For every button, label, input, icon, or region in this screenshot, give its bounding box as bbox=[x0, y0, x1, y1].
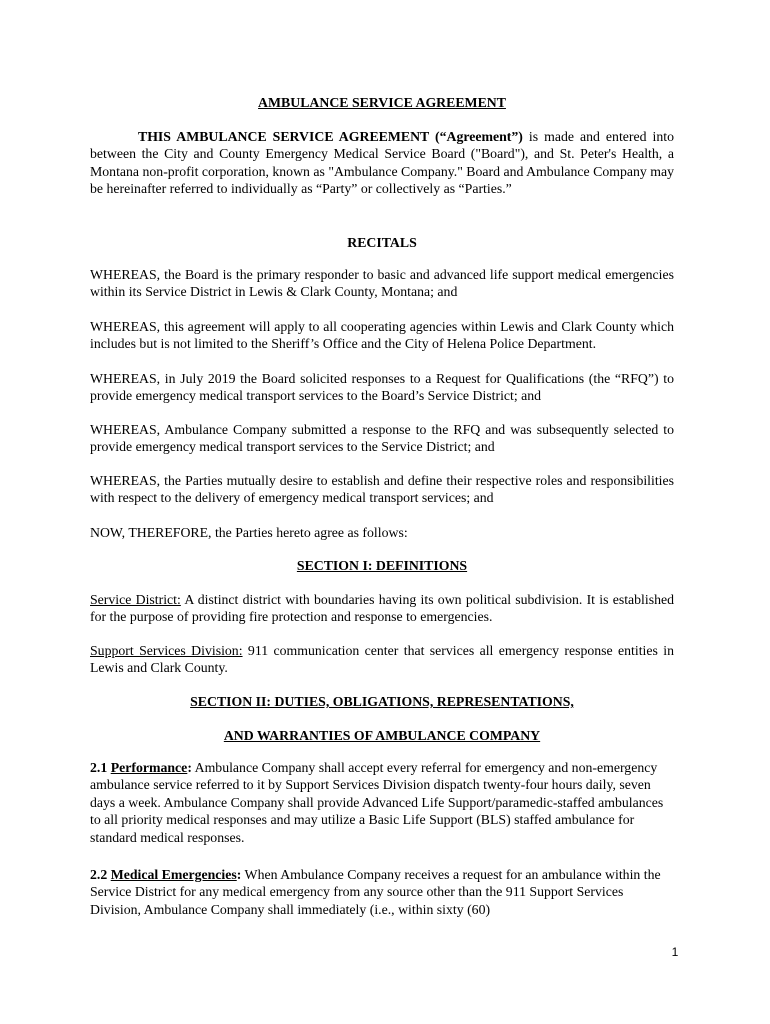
section1-heading: SECTION I: DEFINITIONS bbox=[296, 558, 468, 573]
definition-text: 911 communication center that services all emergency response entities in Lewis and Clark County. bbox=[90, 643, 674, 676]
intro-text: is made and entered into between the City and County Emergency Medical Service Board ("Board"), and St. Peter's Health, a Montana non-profit corporation, known as "Ambulance Company." Board and Ambulance Company may be hereinafter referred to individually as “Party” or collectively as “Parties.” bbox=[90, 129, 674, 197]
recital-text: WHEREAS, in July 2019 the Board solicited responses to a Request for Qualifications (the “RFQ”) to provide emergency medical transport services to the Board’s Service District; and bbox=[90, 371, 674, 404]
recital-1 bbox=[90, 266, 674, 301]
now-therefore-text: NOW, THEREFORE, the Parties hereto agree as follows: bbox=[90, 525, 408, 540]
recital-text: WHEREAS, Ambulance Company submitted a response to the RFQ and was subsequently selected to provide emergency medical transport services to the Service District; and bbox=[90, 422, 674, 455]
intro-bold-text: THIS AMBULANCE SERVICE AGREEMENT (“Agreement”) bbox=[138, 129, 523, 144]
definition-term: Service District: bbox=[90, 592, 181, 607]
definition-text: A distinct district with boundaries having its own political subdivision. It is established for the purpose of providing fire protection and response to emergencies. bbox=[90, 592, 675, 625]
clause-term: Medical Emergencies bbox=[110, 867, 237, 882]
clause-2-1 bbox=[90, 759, 674, 846]
clause-number: 2.1 bbox=[90, 760, 111, 775]
definition-service-district bbox=[90, 591, 674, 626]
clause-text: Ambulance Company shall accept every referral for emergency and non-emergency ambulance service referred to it by Support Services Division dispatch twenty-four hours daily, seven days a week. Ambulance Company shall provide Advanced Life Support/paramedic-staffed ambulances to all priority medical responses and may utilize a Basic Life Support (BLS) staffed ambulance for standard medical responses. bbox=[90, 760, 664, 845]
clause-term: Performance bbox=[110, 760, 188, 775]
clause-text: When Ambulance Company receives a request for an ambulance within the Service District for any medical emergency from any source other than the 911 Support Services Division, Ambulance Company shall immediately (i.e., within sixty (60) bbox=[90, 867, 661, 917]
page-number: 1 bbox=[671, 945, 679, 959]
recital-3 bbox=[90, 370, 674, 405]
document-title: AMBULANCE SERVICE AGREEMENT bbox=[258, 95, 506, 110]
definition-term: Support Services Division: bbox=[90, 643, 243, 658]
definition-support-services bbox=[90, 642, 674, 677]
now-therefore-paragraph bbox=[90, 524, 674, 541]
section2-heading-line1: SECTION II: DUTIES, OBLIGATIONS, REPRESENTATIONS, bbox=[190, 694, 574, 709]
recital-2 bbox=[90, 318, 674, 353]
recital-5 bbox=[90, 472, 674, 507]
clause-colon: : bbox=[187, 760, 192, 775]
clause-2-2 bbox=[90, 866, 674, 918]
recital-text: WHEREAS, this agreement will apply to all cooperating agencies within Lewis and Clark County which includes but is not limited to the Sheriff’s Office and the City of Helena Police Department. bbox=[90, 319, 674, 352]
recitals-heading: RECITALS bbox=[347, 235, 417, 250]
intro-paragraph bbox=[90, 128, 674, 198]
recital-text: WHEREAS, the Parties mutually desire to establish and define their respective roles and responsibilities with respect to the delivery of emergency medical transport services; and bbox=[90, 473, 674, 506]
recital-4 bbox=[90, 421, 674, 456]
clause-number: 2.2 bbox=[90, 867, 111, 882]
clause-colon: : bbox=[236, 867, 242, 882]
section2-heading-line2: AND WARRANTIES OF AMBULANCE COMPANY bbox=[223, 728, 541, 743]
recital-text: WHEREAS, the Board is the primary responder to basic and advanced life support medical emergencies within its Service District in Lewis & Clark County, Montana; and bbox=[90, 267, 674, 300]
